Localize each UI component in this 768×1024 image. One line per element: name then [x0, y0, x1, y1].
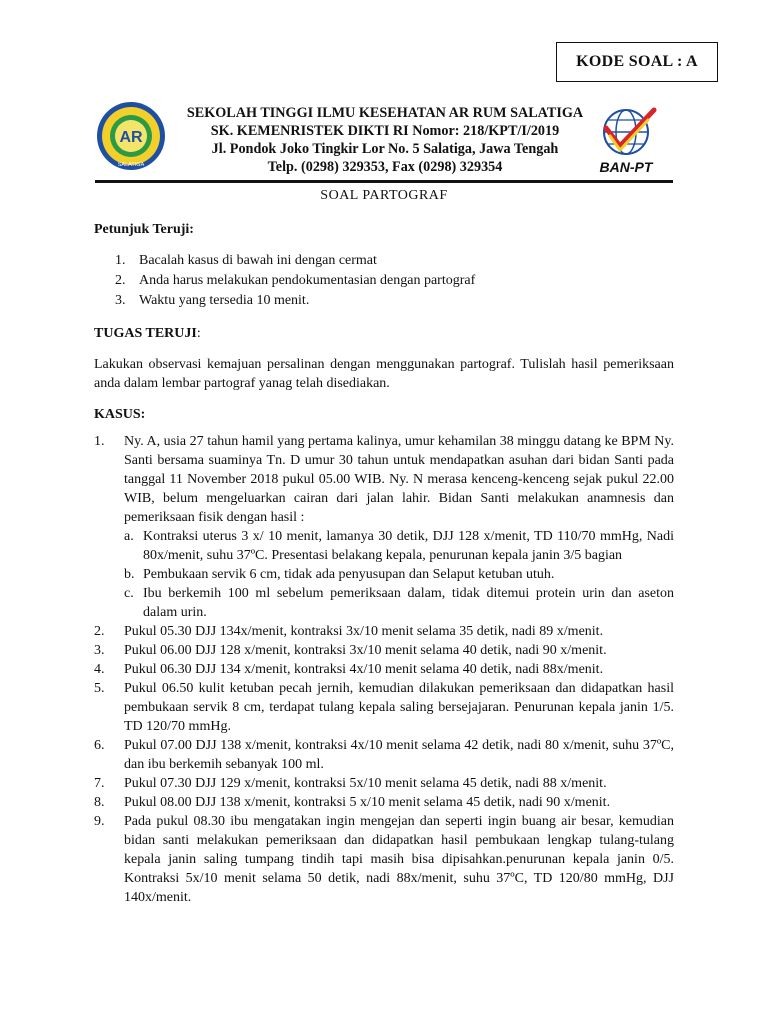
list-item: c. Ibu berkemih 100 ml sebelum pemeriksaan dalam, tidak ditemui protein urin dan aseton dalam urin.: [124, 586, 674, 620]
document-body: [94, 220, 674, 907]
petunjuk-list: [94, 251, 674, 310]
kasus-sub-list: [124, 527, 674, 622]
svg-text:AR: AR: [119, 129, 143, 146]
header-line-4: Telp. (0298) 329353, Fax (0298) 329354: [267, 159, 503, 175]
list-item: b. Pembukaan servik 6 cm, tidak ada penyusupan dan Selaput ketuban utuh.: [124, 567, 555, 582]
kasus-list: [94, 432, 674, 907]
petunjuk-heading: Petunjuk Teruji:: [94, 222, 194, 237]
list-item: 1. Ny. A, usia 27 tahun hamil yang pertama kalinya, umur kehamilan 38 minggu datang ke BPM Ny. Santi bersama suaminya Tn. D umur 30 tahun untuk mendapatkan asuhan dari bidan Santi pada tanggal 11 November 2018 pukul 05.00 WIB. Ny. N merasa kenceng-kenceng sejak pukul 22.00 WIB, belum mengeluarkan cairan dari jalan lahir. Bidan Santi melakukan anamnesis dan pemeriksaan fisik dengan hasil : a. Kontraksi uterus 3 x/ 10 menit, lamanya 30 detik, DJJ 128 x/menit, TD 110/70 mmHg, Nadi 80x/menit, suhu 37ºC. Presentasi belakang kepala, penurunan kepala janin 3/5 bagian b. Pembukaan servik 6 cm, tidak ada penyusupan dan Selaput ketuban utuh. c. Ibu berkemih 100 ml sebelum pemeriksaan dalam, tidak ditemui protein urin dan aseton dalam urin.: [94, 434, 674, 620]
svg-text:SALATIGA: SALATIGA: [117, 162, 145, 168]
kasus-heading: KASUS:: [94, 407, 146, 422]
header-line-2: SK. KEMENRISTEK DIKTI RI Nomor: 218/KPT/I/2019: [210, 123, 560, 139]
list-item: 1. Bacalah kasus di bawah ini dengan cermat: [115, 253, 377, 268]
header-divider: [95, 180, 673, 183]
kode-soal-label: KODE SOAL : A: [576, 53, 698, 70]
kode-soal-box: [556, 42, 718, 82]
list-item: 4. Pukul 06.30 DJJ 134 x/menit, kontraksi 4x/10 menit selama 40 detik, nadi 88x/menit.: [94, 662, 604, 677]
list-item: 7. Pukul 07.30 DJJ 129 x/menit, kontraksi 5x/10 menit selama 45 detik, nadi 88 x/menit.: [94, 776, 607, 791]
list-item: 5. Pukul 06.50 kulit ketuban pecah jernih, kemudian dilakukan pemeriksaan dan didapatkan hasil pembukaan servik 8 cm, terdapat tulang kepala saling bersejajaran. Penurunan kepala janin 1/5. TD 120/70 mmHg.: [94, 681, 674, 734]
list-item: a. Kontraksi uterus 3 x/ 10 menit, lamanya 30 detik, DJJ 128 x/menit, TD 110/70 mmHg, Nadi 80x/menit, suhu 37ºC. Presentasi belakang kepala, penurunan kepala janin 3/5 bagian: [124, 529, 674, 563]
header-line-3: Jl. Pondok Joko Tingkir Lor No. 5 Salatiga, Jawa Tengah: [211, 141, 559, 157]
svg-text:BAN-PT: BAN-PT: [599, 159, 653, 175]
list-item: 8. Pukul 08.00 DJJ 138 x/menit, kontraksi 5 x/10 menit selama 45 detik, nadi 90 x/menit.: [94, 795, 611, 810]
list-item: 2. Anda harus melakukan pendokumentasian dengan partograf: [115, 273, 476, 288]
ban-pt-logo: [584, 106, 668, 178]
list-item: 9. Pada pukul 08.30 ibu mengatakan ingin mengejan dan seperti ingin buang air besar, kemudian bidan santi melakukan pemeriksaan dan didapatkan hasil pembukaan lengkap tulang-tulang kepala janin saling tumpang tindih tapi masih bisa dipisahkan.penurunan kepala janin 0/5. Kontraksi 5x/10 menit selama 50 detik, nadi 88x/menit, suhu 37ºC, TD 120/80 mmHg, DJJ 140x/menit.: [94, 814, 674, 905]
list-item: 2. Pukul 05.30 DJJ 134x/menit, kontraksi 3x/10 menit selama 35 detik, nadi 89 x/menit.: [94, 624, 604, 639]
list-item: 6. Pukul 07.00 DJJ 138 x/menit, kontraksi 4x/10 menit selama 42 detik, nadi 80 x/menit, suhu 37ºC, dan ibu berkemih sebanyak 100 ml.: [94, 738, 674, 772]
list-item: 3. Pukul 06.00 DJJ 128 x/menit, kontraksi 3x/10 menit selama 40 detik, nadi 90 x/menit.: [94, 643, 607, 658]
stikes-ar-rum-logo: [95, 100, 167, 172]
header-line-1: SEKOLAH TINGGI ILMU KESEHATAN AR RUM SALATIGA: [186, 105, 584, 121]
tugas-heading: TUGAS TERUJI:: [94, 326, 201, 341]
list-item: 3. Waktu yang tersedia 10 menit.: [115, 293, 310, 308]
document-title: SOAL PARTOGRAF: [320, 188, 448, 203]
tugas-text: Lakukan observasi kemajuan persalinan dengan menggunakan partograf. Tulislah hasil pemeriksaan anda dalam lembar partograf yanag telah disediakan.: [94, 357, 674, 391]
institution-header: [160, 104, 610, 176]
